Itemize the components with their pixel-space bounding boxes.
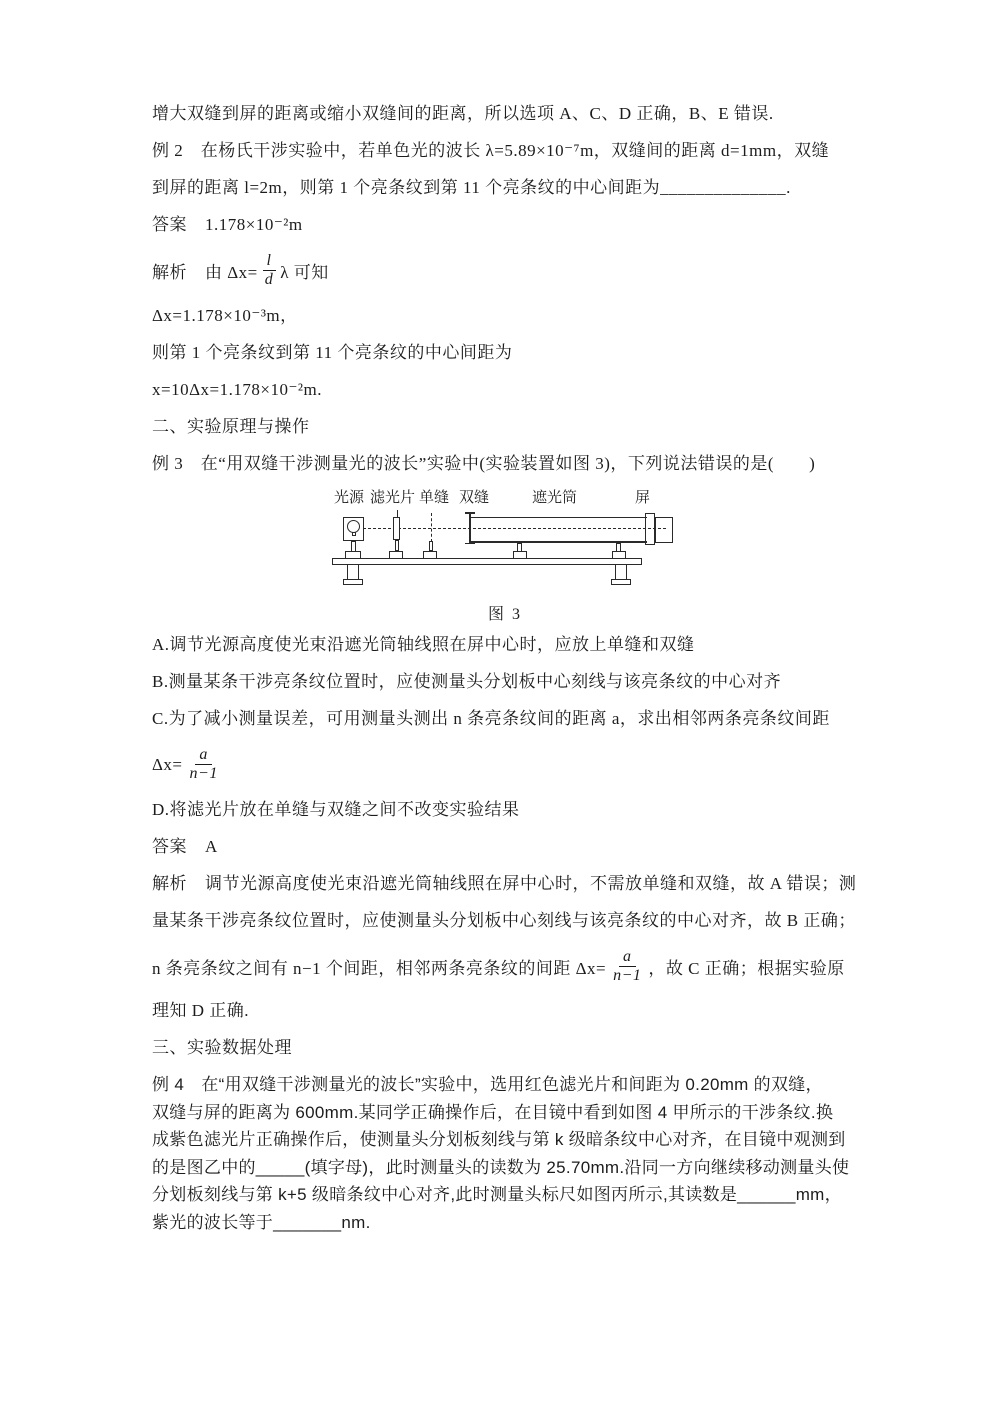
fraction-a-over-n-1 xyxy=(609,948,645,986)
optical-axis-line xyxy=(363,528,666,529)
intro-paragraph: 增大双缝到屏的距离或缩小双缝间的距离，所以选项 A、C、D 正确，B、E 错误. xyxy=(152,104,774,123)
figure-3-apparatus-diagram xyxy=(332,491,678,623)
analysis-text-post: ，故 C 正确；根据实验原 xyxy=(648,958,845,978)
fraction-l-over-d xyxy=(261,252,278,290)
light-source-box xyxy=(343,517,364,541)
example2-line1: 例 2 在杨氏干涉实验中，若单色光的波长 λ=5.89×10⁻⁷m，双缝间的距离 d=1mm，双缝 xyxy=(152,141,830,160)
example4-line1: 例 4 在“用双缝干涉测量光的波长”实验中，选用红色滤光片和间距为 0.20mm 的双缝， xyxy=(152,1075,823,1095)
example3-analysis-line3 xyxy=(152,948,870,986)
example2-analysis-formula-row xyxy=(152,252,870,290)
example4-line2: 双缝与屏的距离为 600mm.某同学正确操作后，在目镜中看到如图 4 甲所示的干涉条纹.换 xyxy=(152,1102,834,1122)
example3-analysis-line4: 理知 D 正确. xyxy=(152,1001,250,1021)
option-d: D.将滤光片放在单缝与双缝之间不改变实验结果 xyxy=(152,799,520,819)
example2-result3: x=10Δx=1.178×10⁻²m. xyxy=(152,379,322,399)
example4-line5: 分划板刻线与第 k+5 级暗条纹中心对齐,此时测量头标尺如图丙所示,其读数是______mm， xyxy=(152,1185,842,1205)
screen-box xyxy=(655,517,673,543)
bulb-base xyxy=(352,532,356,536)
shield-tube-top-line xyxy=(470,517,647,519)
example2-line2: 到屏的距离 l=2m，则第 1 个亮条纹到第 11 个亮条纹的中心间距为______________. xyxy=(152,178,791,197)
section3-heading: 三、实验数据处理 xyxy=(152,1038,292,1058)
diagram-label-filter: 滤光片 xyxy=(370,489,416,506)
single-slit-line xyxy=(431,513,432,542)
example3-analysis-line1 xyxy=(152,874,870,893)
filter-tip-line xyxy=(397,510,399,517)
analysis-text-pre: n 条亮条纹之间有 n−1 个间距，相邻两条亮条纹的间距 Δx= xyxy=(152,958,607,978)
example2-result2: 则第 1 个亮条纹到第 11 个亮条纹的中心间距为 xyxy=(152,342,513,362)
answer-label: 答案 xyxy=(152,215,187,234)
diagram-label-shield-tube: 遮光筒 xyxy=(532,489,578,506)
fraction-numerator: l xyxy=(263,252,276,271)
option-c-formula xyxy=(152,746,870,784)
double-slit-top-cap xyxy=(465,512,475,514)
fraction-a-over-n-1 xyxy=(186,746,222,784)
example2-answer-row xyxy=(152,215,870,234)
example4-line6: 紫光的波长等于_______nm. xyxy=(152,1212,371,1232)
fraction-numerator: a xyxy=(195,746,212,765)
bulb-icon xyxy=(347,520,360,533)
bench-foot-base-left xyxy=(343,579,363,585)
diagram-label-double-slit: 双缝 xyxy=(459,489,490,506)
example3-answer-row xyxy=(152,837,870,856)
single-slit-stand-stem xyxy=(429,541,433,551)
formula-lhs: 由 Δx= xyxy=(205,263,258,283)
example4-line3: 成紫色滤光片正确操作后，使测量头分划板刻线与第 k 级暗条纹中心对齐，在目镜中观测到 xyxy=(152,1130,846,1150)
analysis-label: 解析 xyxy=(152,263,187,283)
option-c: C.为了减小测量误差，可用测量头测出 n 条亮条纹间的距离 a，求出相邻两条亮条纹间距 xyxy=(152,708,830,728)
diagram-label-screen: 屏 xyxy=(635,489,651,506)
filter-plate xyxy=(393,517,400,540)
figure-caption: 图 3 xyxy=(487,605,522,623)
fraction-denominator: n−1 xyxy=(613,966,642,984)
diagram-label-single-slit: 单缝 xyxy=(419,489,450,506)
example2-result1: Δx=1.178×10⁻³m， xyxy=(152,305,298,325)
bench-foot-base-right xyxy=(611,579,631,585)
option-b: B.测量某条干涉亮条纹位置时，应使测量头分划板中心刻线与该亮条纹的中心对齐 xyxy=(152,671,782,691)
fraction-numerator: a xyxy=(619,948,636,967)
analysis-label: 解析 xyxy=(152,873,187,893)
fraction-denominator: n−1 xyxy=(189,765,218,783)
answer-value: A xyxy=(205,836,218,856)
double-slit-bottom-cap xyxy=(465,543,475,545)
example4-block xyxy=(152,1075,870,1232)
analysis-text: 调节光源高度使光束沿遮光筒轴线照在屏中心时，不需放单缝和双缝，故 A 错误；测 xyxy=(205,873,857,893)
answer-value: 1.178×10⁻²m xyxy=(205,215,303,234)
example3-analysis-line2: 量某条干涉亮条纹位置时，应使测量头分划板中心刻线与该亮条纹的中心对齐，故 B 正确； xyxy=(152,910,856,930)
option-a: A.调节光源高度使光束沿遮光筒轴线照在屏中心时，应放上单缝和双缝 xyxy=(152,634,695,654)
example3-intro: 例 3 在“用双缝干涉测量光的波长”实验中(实验装置如图 3)，下列说法错误的是( ) xyxy=(152,453,816,473)
filter-stand-stem xyxy=(395,540,399,551)
formula-lhs: Δx= xyxy=(152,754,183,774)
answer-label: 答案 xyxy=(152,836,187,856)
screen-flange xyxy=(645,513,655,545)
section2-heading: 二、实验原理与操作 xyxy=(152,416,310,436)
diagram-label-light-source: 光源 xyxy=(334,489,365,506)
formula-rhs: λ 可知 xyxy=(280,263,329,283)
fraction-denominator: d xyxy=(264,271,274,289)
bench-rail xyxy=(332,558,642,565)
example4-line4: 的是图乙中的_____(填字母)，此时测量头的读数为 25.70mm.沿同一方向继续移动测量头使 xyxy=(152,1157,850,1177)
